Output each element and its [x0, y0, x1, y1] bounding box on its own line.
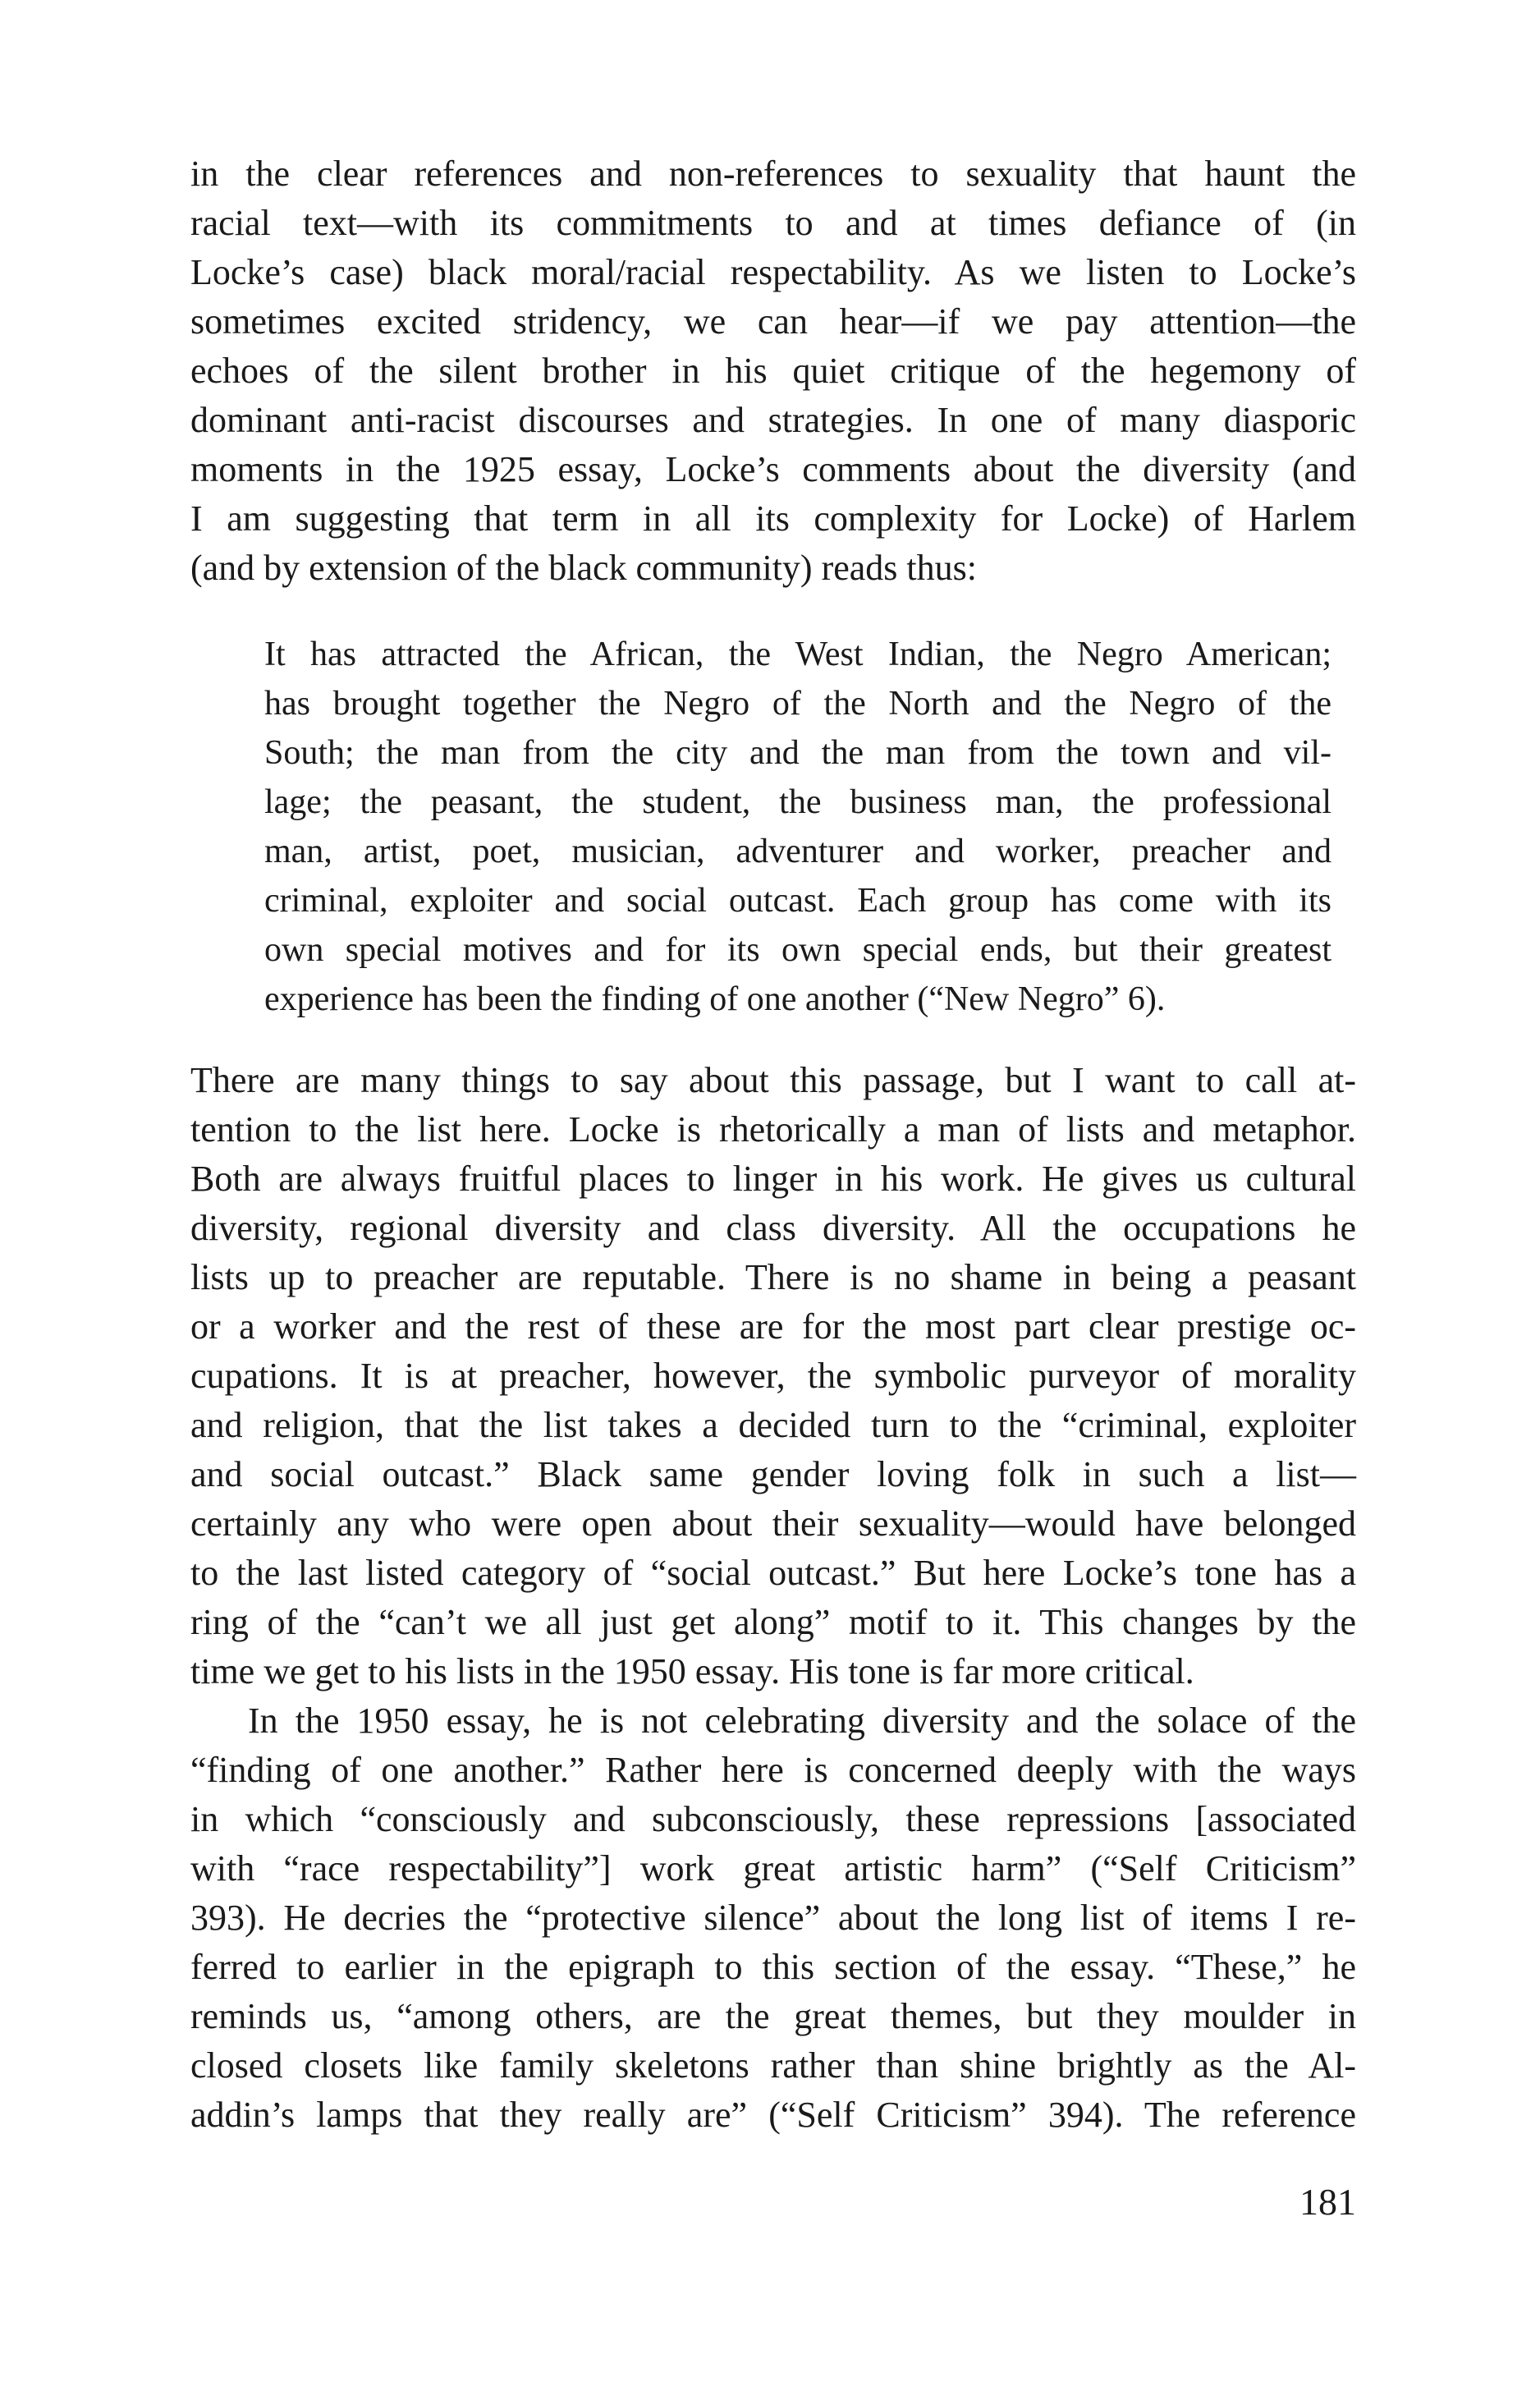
- text-line: I am suggesting that term in all its complexity for Locke) of Harlem: [190, 498, 1356, 539]
- text-line: Locke’s case) black moral/racial respectability. As we listen to Locke’s: [190, 252, 1356, 292]
- quote-line: South; the man from the city and the man from the town and vil-: [264, 734, 1331, 772]
- quote-line: own special motives and for its own special ends, but their greatest: [264, 931, 1331, 969]
- text-line: racial text—with its commitments to and at times defiance of (in: [190, 203, 1356, 243]
- text-line: and social outcast.” Black same gender loving folk in such a list—: [190, 1454, 1356, 1494]
- quote-line: criminal, exploiter and social outcast. Each group has come with its: [264, 882, 1331, 920]
- text-line: (and by extension of the black community) reads thus:: [190, 548, 977, 588]
- text-line: There are many things to say about this passage, but I want to call at-: [190, 1060, 1356, 1100]
- text-line: Both are always fruitful places to linger in his work. He gives us cultural: [190, 1159, 1356, 1199]
- text-line: 393). He decries the “protective silence” about the long list of items I re-: [190, 1898, 1356, 1938]
- text-line: sometimes excited stridency, we can hear—if we pay attention—the: [190, 301, 1356, 342]
- text-line: time we get to his lists in the 1950 essay. His tone is far more critical.: [190, 1651, 1194, 1691]
- text-line: moments in the 1925 essay, Locke’s comments about the diversity (and: [190, 449, 1356, 489]
- text-line: In the 1950 essay, he is not celebrating diversity and the solace of the: [248, 1700, 1356, 1741]
- text-line: to the last listed category of “social outcast.” But here Locke’s tone has a: [190, 1553, 1356, 1593]
- text-line: dominant anti-racist discourses and strategies. In one of many diasporic: [190, 400, 1356, 440]
- text-line: diversity, regional diversity and class diversity. All the occupations he: [190, 1208, 1356, 1248]
- text-line: tention to the list here. Locke is rhetorically a man of lists and metaphor.: [190, 1109, 1356, 1150]
- text-line: or a worker and the rest of these are for the most part clear prestige oc-: [190, 1306, 1356, 1347]
- text-line: ferred to earlier in the epigraph to this section of the essay. “These,” he: [190, 1947, 1356, 1987]
- text-line: echoes of the silent brother in his quiet critique of the hegemony of: [190, 351, 1356, 391]
- text-line: certainly any who were open about their sexuality—would have belonged: [190, 1503, 1356, 1544]
- text-line: ring of the “can’t we all just get along” motif to it. This changes by the: [190, 1602, 1356, 1642]
- text-line: addin’s lamps that they really are” (“Self Criticism” 394). The reference: [190, 2095, 1356, 2135]
- quote-line: lage; the peasant, the student, the business man, the professional: [264, 783, 1331, 821]
- text-line: in which “consciously and subconsciously, these repressions [associated: [190, 1799, 1356, 1839]
- text-line: in the clear references and non-references to sexuality that haunt the: [190, 154, 1356, 194]
- text-line: lists up to preacher are reputable. There is no shame in being a peasant: [190, 1257, 1356, 1297]
- text-line: cupations. It is at preacher, however, the symbolic purveyor of morality: [190, 1356, 1356, 1396]
- text-line: reminds us, “among others, are the great themes, but they moulder in: [190, 1996, 1356, 2036]
- text-line: closed closets like family skeletons rather than shine brightly as the Al-: [190, 2045, 1356, 2086]
- quote-line: man, artist, poet, musician, adventurer and worker, preacher and: [264, 833, 1331, 870]
- page-number: 181: [1299, 2181, 1356, 2223]
- text-line: and religion, that the list takes a decided turn to the “criminal, exploiter: [190, 1405, 1356, 1445]
- text-line: with “race respectability”] work great artistic harm” (“Self Criticism”: [190, 1848, 1356, 1889]
- text-line: “finding of one another.” Rather here is concerned deeply with the ways: [190, 1750, 1356, 1790]
- quote-line: has brought together the Negro of the North and the Negro of the: [264, 685, 1331, 723]
- quote-line: It has attracted the African, the West Indian, the Negro American;: [264, 636, 1331, 673]
- quote-line: experience has been the finding of one another (“New Negro” 6).: [264, 980, 1166, 1018]
